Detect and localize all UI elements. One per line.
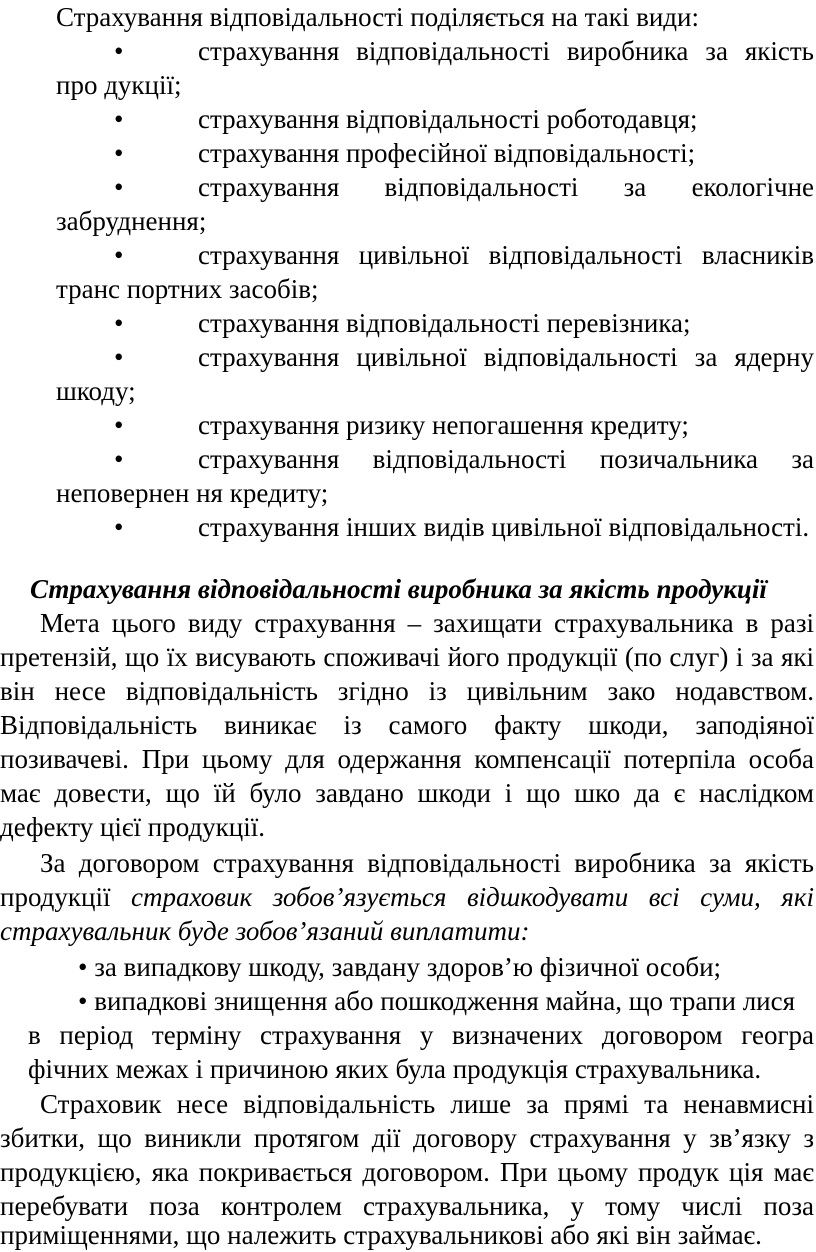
paragraph-line: претензій, що їх висувають споживачі його продукції (по слуг) і за які: [0, 642, 814, 672]
list-item-text: страхування ризику непогашення кредиту;: [198, 410, 689, 440]
list-item-text: страхування цивільної відповідальності за ядерну: [198, 342, 814, 372]
list-item-continuation: про дукції;: [56, 70, 182, 100]
bullet-icon: •: [114, 342, 124, 372]
list-item-text: страхування професійної відповідальності;: [198, 138, 696, 168]
list-item: [56, 510, 814, 544]
paragraph-line: Відповідальність виникає із самого факту шкоди, заподіяної: [0, 710, 814, 740]
list-item-text: страхування відповідальності роботодавця;: [198, 104, 698, 134]
intro-text: Страхування відповідальності поділяється на такі види:: [56, 2, 699, 32]
list-item-text: страхування інших видів цивільної відповідальності.: [198, 512, 810, 542]
list-item: [56, 170, 814, 204]
section-heading: Страхування відповідальності виробника за якість продукції: [30, 574, 767, 604]
paragraph-italic-text: страховик зобов’язується відшкодувати всі суми, які: [131, 882, 814, 912]
bullet-icon: •: [114, 138, 124, 168]
bullet-icon: •: [114, 36, 124, 66]
paragraph-line: має довести, що їй було завдано шкоди і що шко да є наслідком: [0, 778, 814, 808]
paragraph-line: приміщеннями, що належить страхувальникові або які він займає.: [0, 1220, 762, 1250]
bullet-icon: •: [114, 444, 124, 474]
paragraph-line: перебувати поза контролем страхувальника, у тому числі поза: [0, 1191, 814, 1221]
list-item-text: страхування відповідальності позичальника за: [198, 444, 814, 474]
paragraph-line: продукцією, яка покривається договором. При цьому продук ція має: [0, 1157, 814, 1187]
list-item: [56, 34, 814, 68]
list-item-text: страхування відповідальності за екологічне: [198, 172, 814, 202]
list-item-text: страхування цивільної відповідальності власників: [198, 240, 814, 270]
paragraph-line: [0, 880, 814, 914]
bullet-icon: •: [114, 104, 124, 134]
paragraph-line: Мета цього виду страхування – захищати страхувальника в разі: [40, 608, 814, 638]
paragraph-line: дефекту цієї продукції.: [0, 812, 266, 842]
paragraph-line: позивачеві. При цьому для одержання компенсації потерпіла особа: [0, 744, 814, 774]
list-item-text: страхування відповідальності виробника за якість: [198, 36, 814, 66]
bullet-icon: •: [114, 240, 124, 270]
list-item: [56, 442, 814, 476]
list-item-text: страхування відповідальності перевізника;: [198, 308, 691, 338]
paragraph-line: Страховик несе відповідальність лише за прямі та ненавмисні: [40, 1089, 814, 1119]
list-item-continuation: неповернен ня кредиту;: [56, 478, 329, 508]
paragraph-line: збитки, що виникли протягом дії договору страхування у зв’язку з: [0, 1123, 814, 1153]
paragraph-text: продукції: [0, 882, 132, 912]
list-item-continuation: забруднення;: [56, 206, 207, 236]
paragraph-line: він несе відповідальність згідно із цивільним зако нодавством.: [0, 676, 814, 706]
list-item: [56, 102, 814, 136]
list-item-continuation: транс портних засобів;: [56, 274, 319, 304]
bullet-icon: •: [114, 512, 124, 542]
paragraph-line: страхувальник буде зобов’язаний виплатити:: [0, 916, 530, 946]
list-item-continuation: шкоду;: [56, 376, 136, 406]
paragraph-line: За договором страхування відповідальності виробника за якість: [40, 848, 814, 878]
list-item: [56, 408, 814, 442]
list-item: [56, 238, 814, 272]
list-item: [56, 306, 814, 340]
bullet-icon: •: [114, 308, 124, 338]
sub-bullet-line: • випадкові знищення або пошкодження майна, що трапи лися: [78, 986, 796, 1016]
list-item: [56, 340, 814, 374]
sub-bullet-line: фічних межах і причиною яких була продукція страхувальника.: [28, 1054, 762, 1084]
bullet-icon: •: [114, 410, 124, 440]
list-item: [56, 136, 814, 170]
sub-bullet-line: в період терміну страхування у визначених договором геогра: [28, 1020, 814, 1050]
sub-bullet-line: • за випадкову шкоду, завдану здоров’ю фізичної особи;: [78, 952, 722, 982]
bullet-icon: •: [114, 172, 124, 202]
